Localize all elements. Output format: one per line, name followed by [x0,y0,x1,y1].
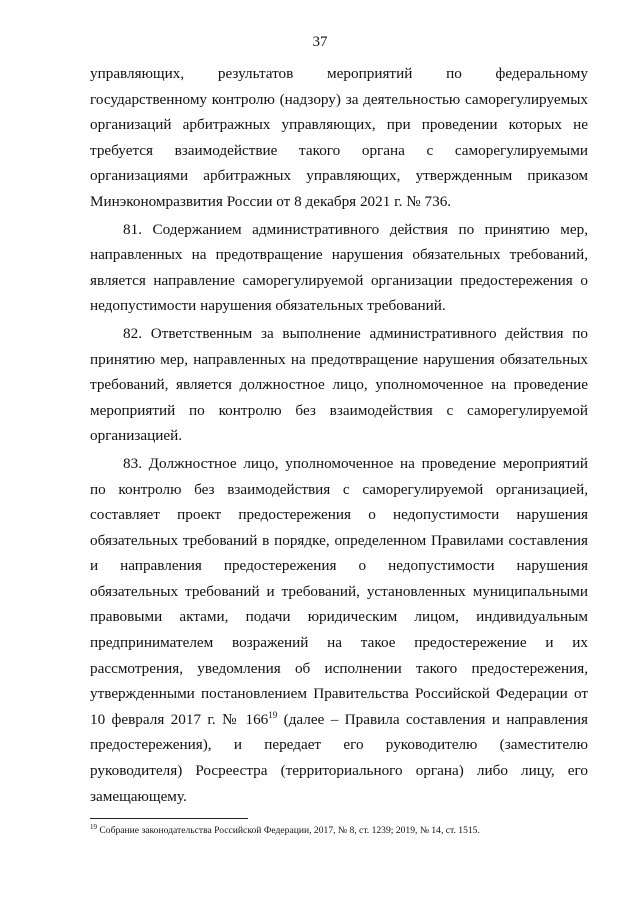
footnote-separator [90,818,248,819]
footnote-text: Собрание законодательства Российской Федерации, 2017, № 8, ст. 1239; 2019, № 14, ст. 1515. [97,825,480,836]
paragraph-81: 81. Содержанием административного действия по принятию мер, направленных на предотвращение нарушения обязательных требований, является направление саморегулируемой организации предостережения о недопустимости нарушения обязательных требований. [90,220,588,315]
footnote-reference[interactable]: 19 [268,709,278,720]
footnote-marker: 19 [90,822,97,831]
document-body [90,61,588,811]
page-number: 37 [312,34,328,50]
paragraph-82: 82. Ответственным за выполнение административного действия по принятию мер, направленных на предотвращение нарушения обязательных требований, является должностное лицо, уполномоченное на проведение мероприятий по контролю без взаимодействия с саморегулируемой организацией. [90,324,588,445]
paragraph-continuation: управляющих, результатов мероприятий по федеральному государственному контролю (надзору) за деятельностью саморегулируемых организаций арбитражных управляющих, при проведении которых не требуется взаимодействие такого органа с саморегулируемыми организациями арбитражных управляющих, утвержденным приказом Минэкономразвития России от 8 декабря 2021 г. № 736. [90,65,588,210]
paragraph-83-text-continued: (далее – Правила составления и направления предостережения), и передает его руководителю (заместителю руководителя) Росреестра (территориального органа) либо лицу, его замещающему. [90,710,588,805]
paragraph-83-text: 83. Должностное лицо, уполномоченное на проведение мероприятий по контролю без взаимодействия с саморегулируемой организацией, составляет проект предостережения о недопустимости нарушения обязательных требований в порядке, определенном Правилами составления и направления предостережения о недопустимости нарушения обязательных требований и требований, установленных муниципальными правовыми актами, подачи юридическим лицом, индивидуальным предпринимателем возражений на такое предостережение и их рассмотрения, уведомления об исполнении такого предостережения, утвержденными постановлением Правительства Российской Федерации от 10 февраля 2017 г. № 166 [90,454,588,728]
paragraph-83 [90,451,588,809]
footnote [90,824,590,837]
